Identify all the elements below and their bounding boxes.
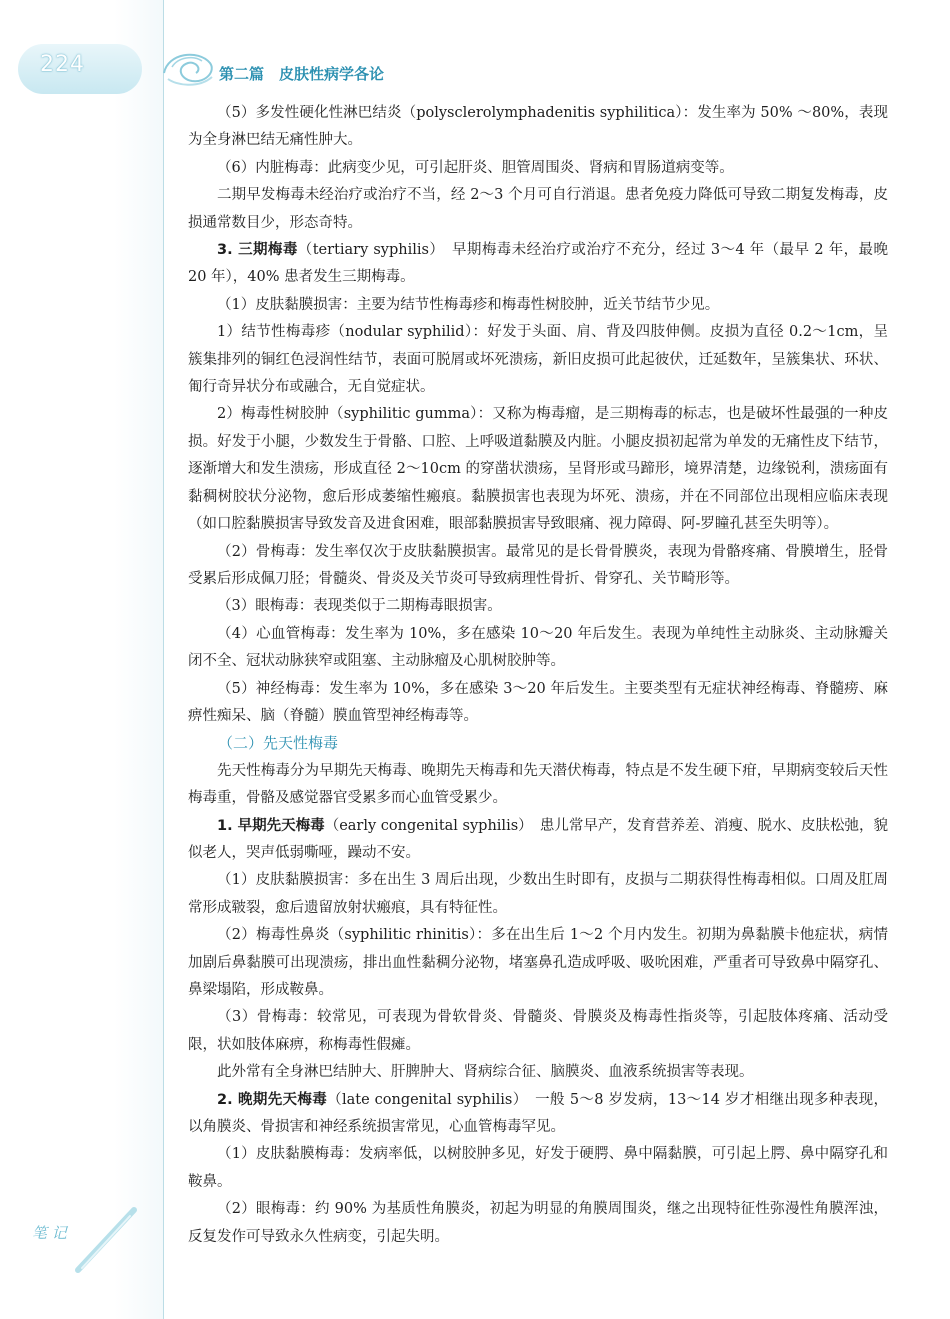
page-body [188,100,888,1251]
body-paragraph: （5）神经梅毒：发生率为 10%，多在感染 3～20 年后发生。主要类型有无症状神经梅毒、脊髓痨、麻痹性痴呆、脑（脊髓）膜血管型神经梅毒等。 [188,680,888,724]
body-paragraph: 先天性梅毒分为早期先天梅毒、晚期先天梅毒和先天潜伏梅毒，特点是不发生硬下疳，早期病变较后天性梅毒重，骨骼及感觉器官受累多而心血管受累少。 [188,762,888,807]
subsection-title: 3. 三期梅毒 [217,242,298,259]
notes-pen-icon [30,1204,140,1274]
body-paragraph: （2）骨梅毒：发生率仅次于皮肤黏膜损害。最常见的是长骨骨膜炎，表现为骨骼疼痛、骨膜增生，胫骨受累后形成佩刀胫；骨髓炎、骨炎及关节炎可导致病理性骨折、骨穿孔、关节畸形等。 [188,543,888,587]
subsection-title: 2. 晚期先天梅毒 [217,1091,328,1108]
body-paragraph: （3）骨梅毒：较常见，可表现为骨软骨炎、骨髓炎、骨膜炎及梅毒性指炎等，引起肢体疼痛、活动受限，状如肢体麻痹，称梅毒性假瘫。 [188,1009,888,1053]
body-paragraph: （4）心血管梅毒：发生率为 10%，多在感染 10～20 年后发生。表现为单纯性主动脉炎、主动脉瓣关闭不全、冠状动脉狭窄或阻塞、主动脉瘤及心肌树胶肿等。 [188,625,888,670]
body-paragraph: 1）结节性梅毒疹（nodular syphilid）：好发于头面、肩、背及四肢伸侧。皮损为直径 0.2～1cm，呈簇集排列的铜红色浸润性结节，表面可脱屑或坏死溃疡，新旧皮损可此起彼伏，迁延数年，呈簇集状、环状、匍行奇异状分布或融合，无自觉症状。 [188,324,888,396]
subsection-paragraph [188,237,888,292]
notes-label: 笔 记 [32,1224,67,1242]
body-paragraph: （1）皮肤黏膜损害：多在出生 3 周后出现，少数出生时即有，皮损与二期获得性梅毒相似。口周及肛周常形成皲裂，愈后遗留放射状瘢痕，具有特征性。 [188,872,888,916]
body-paragraph: 此外常有全身淋巴结肿大、肝脾肿大、肾病综合征、脑膜炎、血液系统损害等表现。 [217,1064,754,1081]
margin-divider [163,0,164,1319]
subsection-text: （early congenital syphilis） 患儿常早产，发育营养差、消瘦、脱水、皮肤松弛，貌似老人，哭声低弱嘶哑，躁动不安。 [188,817,888,861]
sidebar-margin [0,0,163,1319]
subsection-paragraph [188,813,888,868]
body-paragraph: （3）眼梅毒：表现类似于二期梅毒眼损害。 [217,598,502,615]
body-paragraph: （2）梅毒性鼻炎（syphilitic rhinitis）：多在出生后 1～2 个月内发生。初期为鼻黏膜卡他症状，病情加剧后鼻黏膜可出现溃疡，排出血性黏稠分泌物，堵塞鼻孔造成呼吸、吸吮困难，严重者可导致鼻中隔穿孔、鼻梁塌陷，形成鞍鼻。 [188,927,888,998]
page-number: 224 [40,52,85,77]
section-heading: （二）先天性梅毒 [218,734,339,753]
body-paragraph: （1）皮肤黏膜损害：主要为结节性梅毒疹和梅毒性树胶肿，近关节结节少见。 [217,296,720,313]
body-paragraph: （2）眼梅毒：约 90% 为基质性角膜炎，初起为明显的角膜周围炎，继之出现特征性弥漫性角膜浑浊，反复发作可导致永久性病变，引起失明。 [188,1201,888,1245]
subsection-text: （tertiary syphilis） 早期梅毒未经治疗或治疗不充分，经过 3～4 年（最早 2 年，最晚 20 年），40% 患者发生三期梅毒。 [188,242,888,286]
body-paragraph: （6）内脏梅毒：此病变少见，可引起肝炎、胆管周围炎、肾病和胃肠道病变等。 [217,159,734,176]
body-paragraph: （1）皮肤黏膜梅毒：发病率低，以树胶肿多见，好发于硬腭、鼻中隔黏膜，可引起上腭、鼻中隔穿孔和鞍鼻。 [188,1146,888,1190]
subsection-paragraph [188,1087,888,1142]
decorative-swirl-icon [158,43,218,93]
subsection-title: 1. 早期先天梅毒 [217,817,325,834]
body-paragraph: 二期早发梅毒未经治疗或治疗不当，经 2～3 个月可自行消退。患者免疫力降低可导致二期复发梅毒，皮损通常数目少，形态奇特。 [188,187,888,231]
body-paragraph: （5）多发性硬化性淋巴结炎（polysclerolymphadenitis syphilitica）：发生率为 50% ～80%，表现为全身淋巴结无痛性肿大。 [188,105,888,149]
body-paragraph: 2）梅毒性树胶肿（syphilitic gumma）：又称为梅毒瘤，是三期梅毒的标志，也是破坏性最强的一种皮损。好发于小腿，少数发生于骨骼、口腔、上呼吸道黏膜及内脏。小腿皮损初起常为单发的无痛性皮下结节，逐渐增大和发生溃疡，形成直径 2～10cm 的穿凿状溃疡，呈肾形或马蹄形，境界清楚，边缘锐利，溃疡面有黏稠树胶状分泌物，愈后形成萎缩性瘢痕。黏膜损害也表现为坏死、溃疡，并在不同部位出现相应临床表现（如口腔黏膜损害导致发音及进食困难，眼部黏膜损害导致眼痛、视力障碍、阿-罗瞳孔甚至失明等）。 [188,406,888,533]
subsection-text: （late congenital syphilis） 一般 5～8 岁发病，13～14 岁才相继出现多种表现，以角膜炎、骨损害和神经系统损害常见，心血管梅毒罕见。 [188,1091,888,1136]
chapter-header: 第二篇 皮肤性病学各论 [219,65,385,83]
